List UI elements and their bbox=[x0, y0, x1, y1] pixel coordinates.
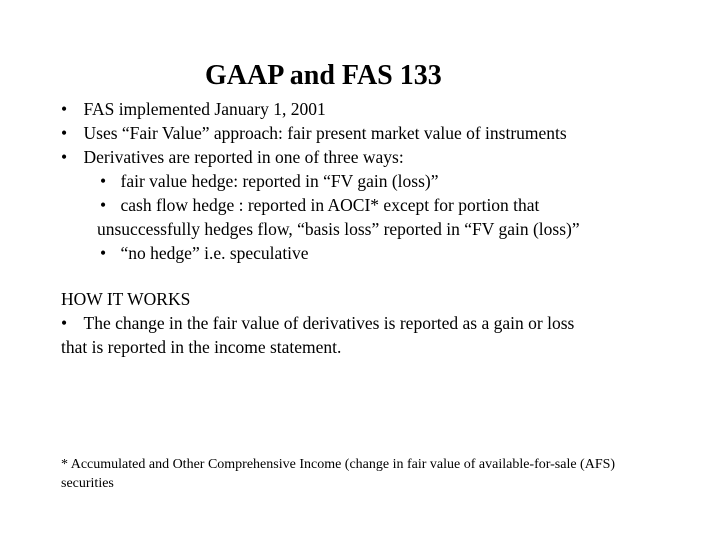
bullet-marker: • bbox=[61, 123, 68, 143]
bullet-item bbox=[61, 97, 326, 121]
subbullet-continuation: unsuccessfully hedges flow, “basis loss” reported in “FV gain (loss)” bbox=[97, 219, 580, 239]
subbullet-item bbox=[100, 193, 539, 217]
subbullet-text: cash flow hedge : reported in AOCI* except for portion that bbox=[120, 195, 540, 215]
bullet-marker: • bbox=[61, 147, 68, 167]
bullet-marker: • bbox=[100, 195, 107, 215]
bullet-marker: • bbox=[61, 99, 68, 119]
bullet-item bbox=[61, 145, 404, 169]
bullet-text: FAS implemented January 1, 2001 bbox=[83, 99, 326, 119]
subbullet-item bbox=[100, 169, 439, 193]
section-text: The change in the fair value of derivatives is reported as a gain or loss bbox=[83, 313, 575, 333]
bullet-text: Uses “Fair Value” approach: fair present market value of instruments bbox=[83, 123, 567, 143]
how-it-works-section bbox=[61, 287, 574, 359]
bullet-item bbox=[61, 121, 567, 145]
bullet-marker: • bbox=[100, 171, 107, 191]
section-heading: HOW IT WORKS bbox=[61, 289, 191, 309]
footnote: * Accumulated and Other Comprehensive Income (change in fair value of available-for-sale (AFS) securities bbox=[61, 457, 616, 491]
section-text-continuation: that is reported in the income statement. bbox=[61, 337, 342, 357]
bullet-text: Derivatives are reported in one of three ways: bbox=[83, 147, 404, 167]
bullet-marker: • bbox=[61, 313, 68, 333]
subbullet-text: “no hedge” i.e. speculative bbox=[120, 243, 309, 263]
section-bullet bbox=[61, 311, 574, 335]
bullet-marker: • bbox=[100, 243, 107, 263]
slide-title: GAAP and FAS 133 bbox=[205, 60, 442, 91]
subbullet-text: fair value hedge: reported in “FV gain (loss)” bbox=[120, 171, 439, 191]
subbullet-item bbox=[100, 241, 309, 265]
